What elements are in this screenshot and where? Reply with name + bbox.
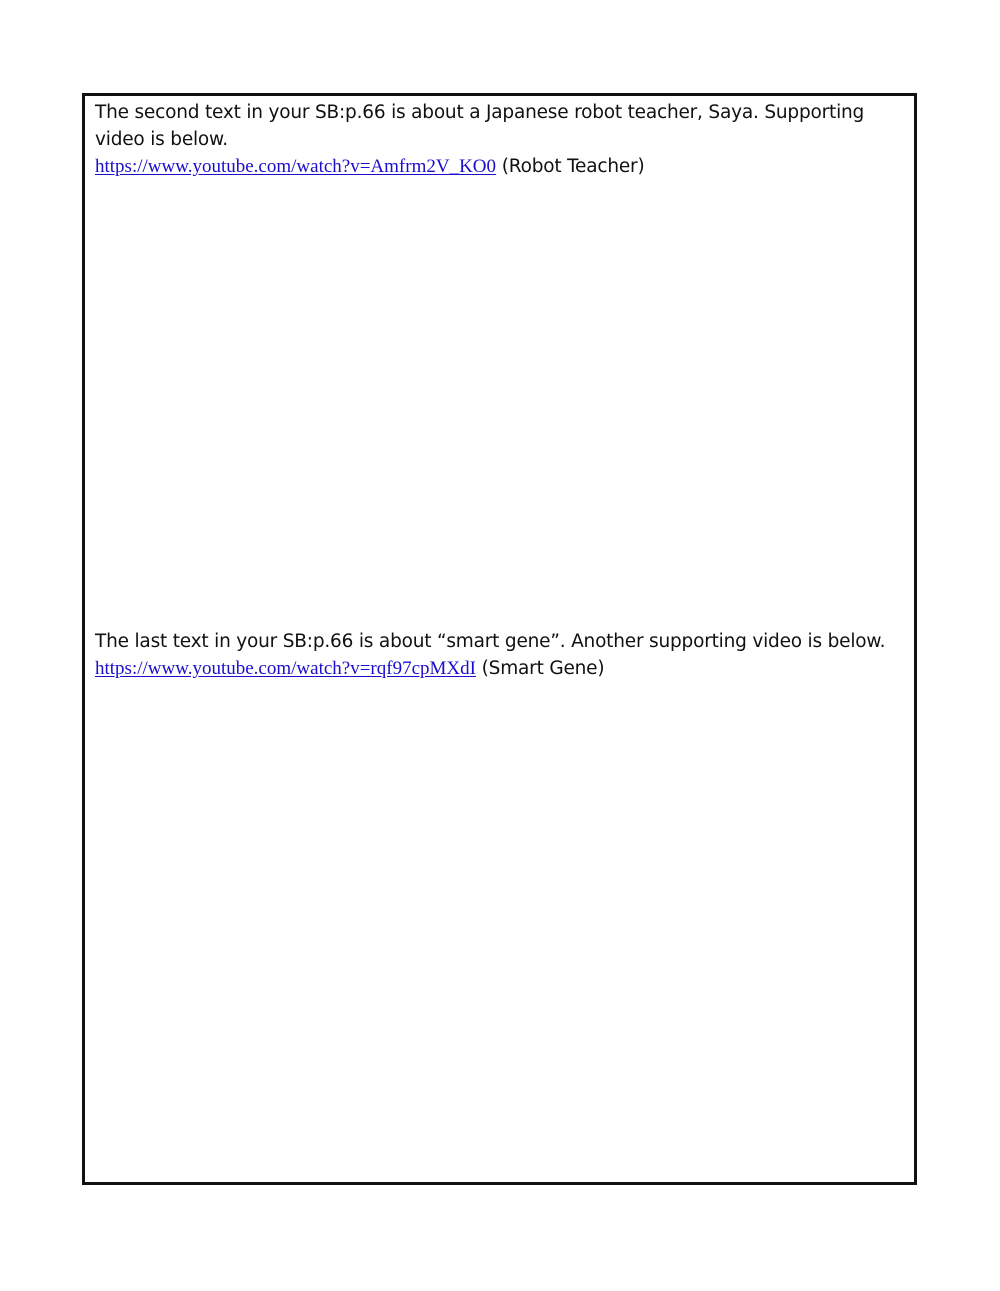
worksheet-frame: [82, 93, 917, 1185]
robot-teacher-section: [95, 99, 895, 180]
smart-gene-link-note: (Smart Gene): [481, 658, 605, 679]
smart-gene-video-link[interactable]: https://www.youtube.com/watch?v=rqf97cpMXdI: [95, 658, 476, 679]
robot-teacher-video-link[interactable]: https://www.youtube.com/watch?v=Amfrm2V_KO0: [95, 156, 497, 177]
robot-teacher-intro-line-1: The second text in your SB:p.66 is about a Japanese robot teacher, Saya. Supporting: [95, 102, 865, 123]
robot-teacher-link-line: [95, 153, 895, 180]
smart-gene-link-line: [95, 655, 895, 682]
robot-teacher-intro-line-2: video is below.: [95, 129, 228, 150]
smart-gene-intro-line-1: The last text in your SB:p.66 is about “smart gene”. Another supporting video is below.: [95, 631, 886, 652]
smart-gene-section: [95, 628, 895, 682]
robot-teacher-link-note: (Robot Teacher): [501, 156, 645, 177]
